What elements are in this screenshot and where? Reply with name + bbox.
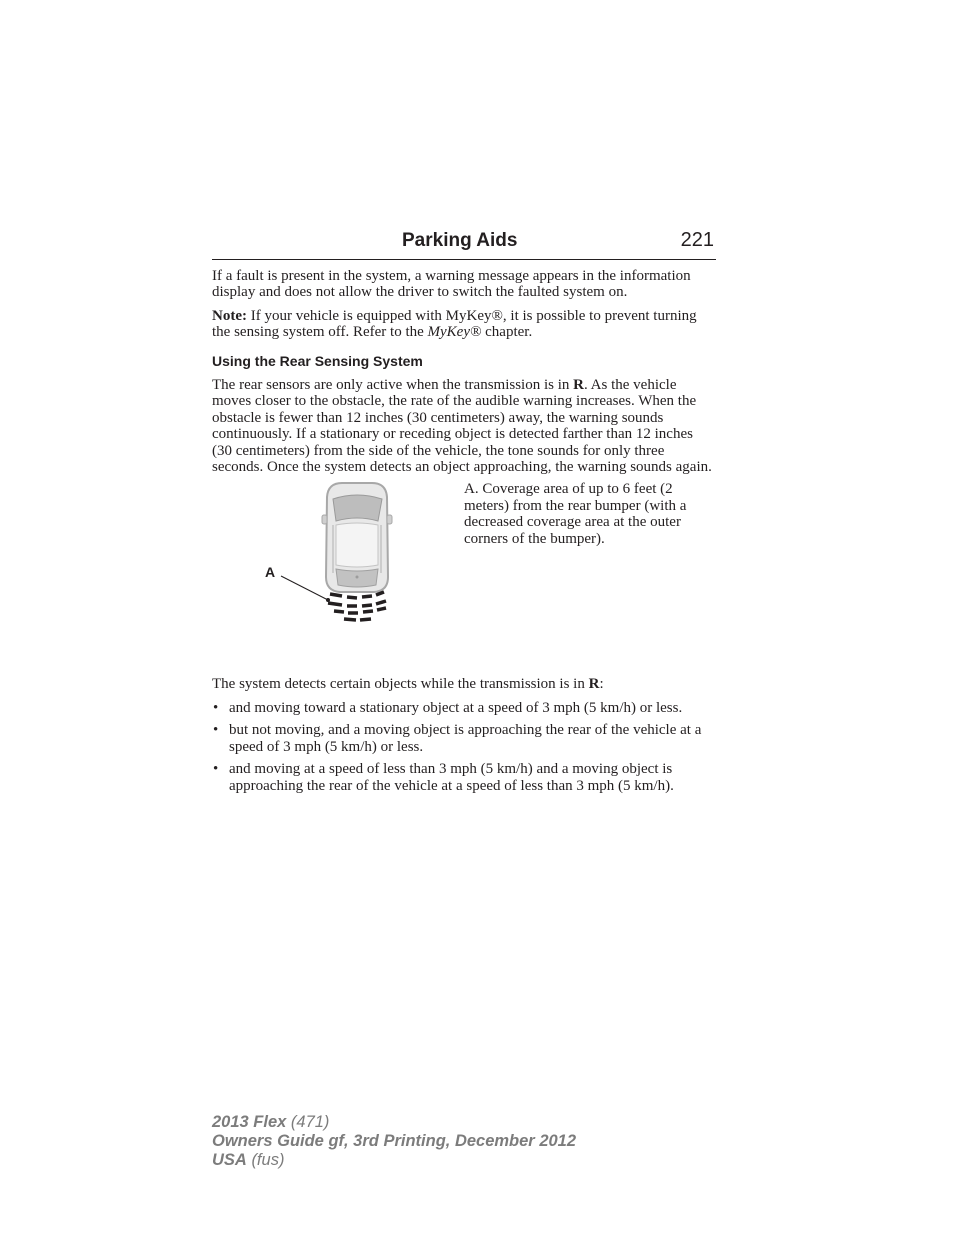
footer-region: USA <box>212 1151 247 1169</box>
coverage-figure <box>212 481 716 661</box>
sensor-coverage-arcs <box>328 592 386 620</box>
footer-guide: Owners Guide gf, 3rd Printing, December 2012 <box>212 1132 577 1150</box>
list-item-text: and moving toward a stationary object at a speed of 3 mph (5 km/h) or less. <box>229 699 683 716</box>
rear-text-2: . As the vehicle moves closer to the obstacle, the rate of the audible warning increases. When the obstacle is fewer than 12 inches (30 centimeters) away, the warning sounds continuously. If a stationary or receding object is detected farther than 12 inches (30 centimeters) from the side of the vehicle, the tone sounds for only three seconds. Once the system detects an object approaching, the warning sounds again. <box>212 377 712 476</box>
footer-model-code: (471) <box>290 1113 330 1131</box>
footer-model: 2013 Flex <box>212 1113 287 1131</box>
page-header <box>212 228 716 260</box>
callout-line <box>281 576 330 602</box>
note-paragraph <box>212 308 716 341</box>
page-number: 221 <box>680 229 714 251</box>
main-content <box>212 268 716 800</box>
mykey-reference: MyKey® <box>427 324 482 341</box>
rear-gear: R <box>573 377 584 394</box>
list-item <box>212 761 716 794</box>
footer-model-line <box>212 1113 576 1132</box>
detect-text-1: The system detects certain objects while the transmission is in <box>212 676 589 693</box>
bullet-icon: • <box>213 722 219 739</box>
note-text-2: chapter. <box>481 324 533 341</box>
footer-guide-line <box>212 1132 576 1151</box>
callout-label-a: A <box>265 564 276 581</box>
section-title: Parking Aids <box>402 230 518 251</box>
footer-region-line <box>212 1151 576 1170</box>
car-top-view-icon <box>322 483 392 592</box>
list-item-text: and moving at a speed of less than 3 mph (5 km/h) and a moving object is approaching the rear of the vehicle at a speed of less than 3 mph (5 km/h). <box>229 761 674 794</box>
fault-paragraph: If a fault is present in the system, a warning message appears in the information display and does not allow the driver to switch the faulted system on. <box>212 268 691 301</box>
figure-caption: A. Coverage area of up to 6 feet (2 meters) from the rear bumper (with a decreased coverage area at the outer corners of the bumper). <box>464 481 687 547</box>
bullet-icon: • <box>213 699 219 716</box>
car-sensor-illustration <box>262 481 402 631</box>
rear-sensors-paragraph <box>212 377 716 475</box>
page-footer <box>212 1113 576 1170</box>
footer-region-code: (fus) <box>251 1151 285 1169</box>
rear-text-1: The rear sensors are only active when the transmission is in <box>212 377 574 394</box>
bullet-icon: • <box>213 761 219 778</box>
list-item-text: but not moving, and a moving object is approaching the rear of the vehicle at a speed of 3 mph (5 km/h) or less. <box>229 722 702 755</box>
detect-text-2: : <box>599 676 604 693</box>
note-text-1: If your vehicle is equipped with MyKey®, it is possible to prevent turning the sensing system off. Refer to the <box>212 307 697 341</box>
detection-intro <box>212 676 716 692</box>
list-item <box>212 722 716 755</box>
note-label: Note: <box>212 307 247 324</box>
detection-conditions-list <box>212 700 716 794</box>
list-item <box>212 700 716 716</box>
subheading: Using the Rear Sensing System <box>212 352 423 369</box>
detect-gear: R <box>588 676 600 693</box>
